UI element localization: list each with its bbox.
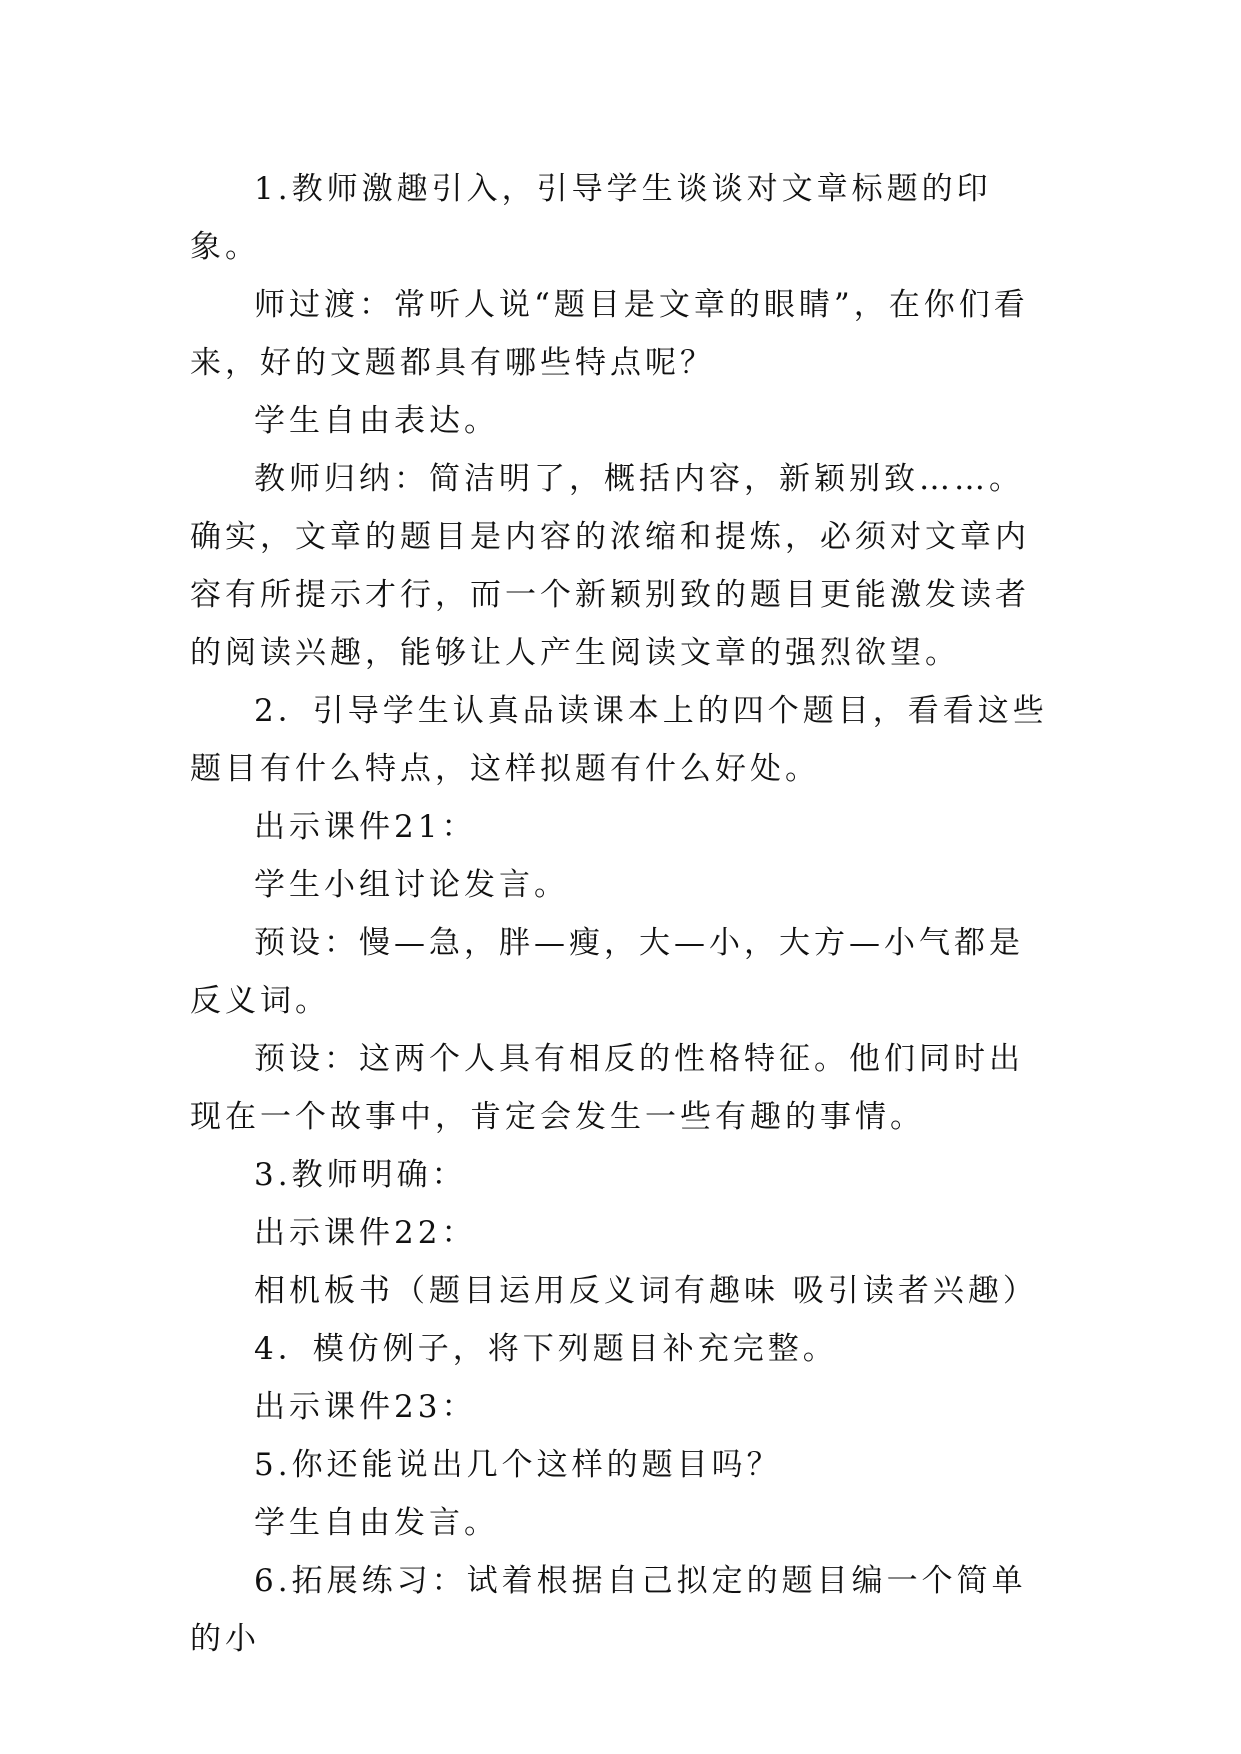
paragraph-step-4: 4．模仿例子，将下列题目补充完整。 <box>254 1331 838 1367</box>
paragraph-group-discussion: 学生小组讨论发言。 <box>254 867 569 903</box>
paragraph-teacher-summary: 教师归纳：简洁明了，概括内容，新颖别致……。确实，文章的题目是内容的浓缩和提炼，必须对文章内容有所提示才行，而一个新颖别致的题目更能激发读者的阅读兴趣，能够让人产生阅读文章的强烈欲望。 <box>190 461 1030 671</box>
paragraph-student-express: 学生自由表达。 <box>254 403 499 439</box>
paragraph-transition: 师过渡：常听人说“题目是文章的眼睛”，在你们看来，好的文题都具有哪些特点呢？ <box>190 287 1029 381</box>
document-body <box>190 160 1050 1668</box>
paragraph-step-3: 3.教师明确： <box>254 1157 467 1193</box>
paragraph-courseware-22: 出示课件22： <box>254 1215 477 1251</box>
paragraph-board-writing: 相机板书（题目运用反义词有趣味 吸引读者兴趣） <box>254 1273 1038 1309</box>
paragraph-step-5: 5.你还能说出几个这样的题目吗？ <box>254 1447 782 1483</box>
paragraph-free-speech: 学生自由发言。 <box>254 1505 499 1541</box>
paragraph-step-2: 2．引导学生认真品读课本上的四个题目，看看这些题目有什么特点，这样拟题有什么好处。 <box>190 693 1048 787</box>
paragraph-preset-2: 预设：这两个人具有相反的性格特征。他们同时出现在一个故事中，肯定会发生一些有趣的事情。 <box>190 1041 1024 1135</box>
paragraph-courseware-23: 出示课件23： <box>254 1389 477 1425</box>
paragraph-step-6: 6.拓展练习：试着根据自己拟定的题目编一个简单的小 <box>190 1563 1027 1657</box>
paragraph-preset-1: 预设：慢—急，胖—瘦，大—小，大方—小气都是反义词。 <box>190 925 1024 1019</box>
paragraph-intro: 1.教师激趣引入，引导学生谈谈对文章标题的印象。 <box>190 171 992 265</box>
paragraph-courseware-21: 出示课件21： <box>254 809 477 845</box>
